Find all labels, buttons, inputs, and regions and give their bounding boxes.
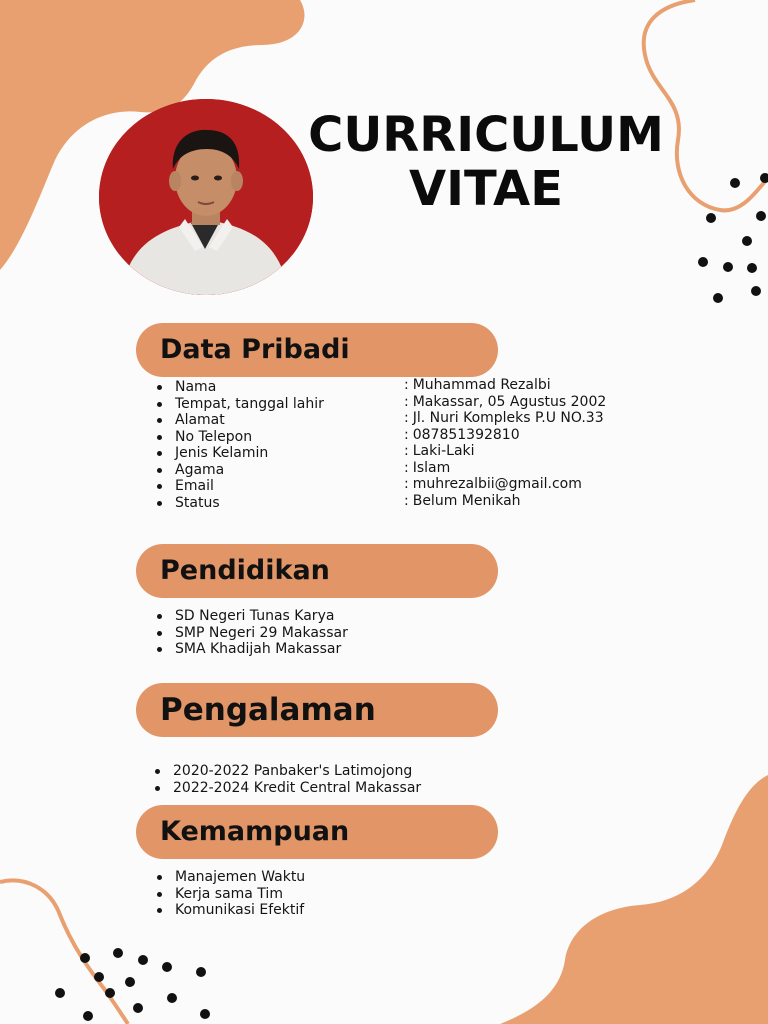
profile-photo	[99, 99, 313, 295]
list-item: Agama	[157, 462, 324, 479]
value-row: : 087851392810	[404, 426, 520, 443]
section-title: Data Pribadi	[160, 334, 350, 365]
list-item: 2022-2024 Kredit Central Makassar	[155, 780, 421, 797]
list-item: SMA Khadijah Makassar	[157, 641, 348, 658]
list-item: Kerja sama Tim	[157, 886, 305, 903]
title-line-2: VITAE	[409, 161, 563, 217]
value-row: : Makassar, 05 Agustus 2002	[404, 393, 607, 410]
value-jenis-kelamin: Laki-Laki	[412, 443, 475, 459]
list-item: No Telepon	[157, 429, 324, 446]
value-row: : Muhammad Rezalbi	[404, 377, 551, 393]
list-item: Tempat, tanggal lahir	[157, 396, 324, 413]
section-title: Pengalaman	[160, 692, 376, 728]
section-header-pendidikan	[136, 544, 498, 598]
list-item: Email	[157, 478, 324, 495]
list-item: Status	[157, 495, 324, 512]
personal-data-labels	[157, 379, 324, 511]
list-item: Nama	[157, 379, 324, 396]
value-row: : Islam	[404, 459, 451, 476]
list-item: Jenis Kelamin	[157, 445, 324, 462]
experience-list	[155, 763, 421, 796]
bottom-left-dots	[55, 948, 210, 1021]
value-row: : Jl. Nuri Kompleks P.U NO.33	[404, 410, 604, 426]
skills-list	[157, 869, 305, 919]
section-title: Pendidikan	[160, 555, 330, 586]
education-list	[157, 608, 348, 658]
value-status: Belum Menikah	[412, 492, 521, 509]
value-row: : Belum Menikah	[404, 492, 521, 509]
list-item: Komunikasi Efektif	[157, 902, 305, 919]
value-alamat: Jl. Nuri Kompleks P.U NO.33	[412, 410, 604, 426]
bottom-left-curve	[0, 880, 128, 1024]
section-header-kemampuan	[136, 805, 498, 859]
personal-data-values	[404, 377, 606, 509]
value-nama: Muhammad Rezalbi	[412, 377, 551, 393]
list-item: SD Negeri Tunas Karya	[157, 608, 348, 625]
section-header-data-pribadi	[136, 323, 498, 377]
list-item: Manajemen Waktu	[157, 869, 305, 886]
list-item: Alamat	[157, 412, 324, 429]
section-header-pengalaman	[136, 683, 498, 737]
list-item: SMP Negeri 29 Makassar	[157, 625, 348, 642]
page-title	[296, 108, 676, 216]
bottom-right-blob	[500, 775, 768, 1024]
value-telepon: 087851392810	[412, 426, 520, 443]
value-agama: Islam	[412, 459, 451, 476]
value-row: : Laki-Laki	[404, 443, 475, 459]
list-item: 2020-2022 Panbaker's Latimojong	[155, 763, 421, 780]
section-title: Kemampuan	[160, 816, 350, 847]
title-line-1: CURRICULUM	[308, 107, 664, 163]
value-row: : muhrezalbii@gmail.com	[404, 476, 582, 492]
value-email: muhrezalbii@gmail.com	[412, 476, 582, 492]
value-ttl: Makassar, 05 Agustus 2002	[412, 393, 607, 410]
